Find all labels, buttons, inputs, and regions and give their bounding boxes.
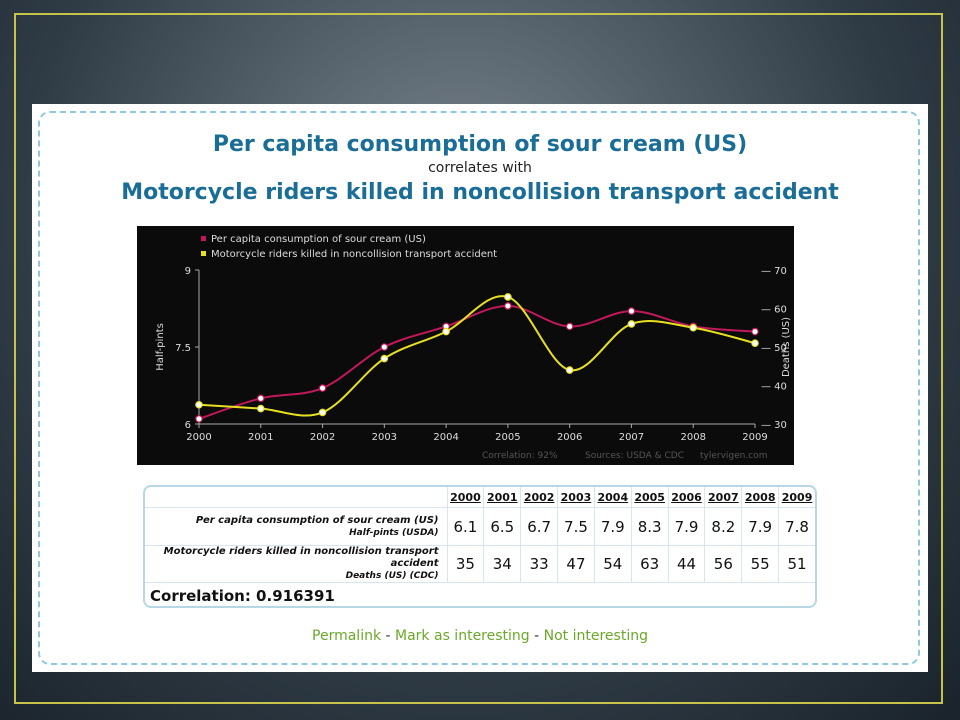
- chart-subtitle: correlates with: [428, 160, 532, 176]
- year-header: 2003: [558, 487, 595, 508]
- table-cell: 44: [668, 546, 705, 583]
- table-cell: 7.9: [742, 508, 779, 546]
- y-tick-label-left: 9: [184, 266, 191, 277]
- x-tick-label: 2009: [742, 432, 768, 443]
- row-label-name: Per capita consumption of sour cream (US): [195, 514, 439, 526]
- table-cell: 7.8: [779, 508, 815, 546]
- data-point: [505, 303, 511, 309]
- year-header: 2006: [668, 487, 705, 508]
- y-tick-label-left: 7.5: [175, 343, 191, 354]
- chart-title-primary: Per capita consumption of sour cream (US): [212, 132, 748, 157]
- data-table-box: [143, 485, 817, 608]
- table-cell: 54: [594, 546, 631, 583]
- legend-label: Motorcycle riders killed in noncollision transport accident: [211, 249, 498, 260]
- data-point: [196, 402, 202, 408]
- x-tick-label: 2005: [495, 432, 521, 443]
- table-cell: 6.7: [521, 508, 558, 546]
- row-label-unit: Deaths (US) (CDC): [345, 571, 439, 581]
- mark-interesting-link[interactable]: Mark as interesting: [395, 628, 530, 644]
- data-point: [752, 340, 758, 346]
- table-corner: [145, 487, 447, 508]
- chart-panel: [137, 226, 794, 465]
- y-axis-label-left: Half-pints: [155, 323, 166, 371]
- table-cell: 6.1: [447, 508, 484, 546]
- y-tick-label-right: — 60: [761, 304, 787, 316]
- year-header-row: [145, 487, 815, 508]
- data-point: [566, 323, 572, 329]
- year-header: 2009: [779, 487, 815, 508]
- y-tick-label-right: — 30: [761, 420, 787, 431]
- line-chart: [137, 226, 794, 465]
- x-tick-label: 2003: [371, 432, 398, 443]
- x-tick-label: 2004: [433, 432, 459, 443]
- x-tick-label: 2006: [556, 432, 583, 443]
- table-cell: 8.3: [631, 508, 668, 546]
- data-point: [258, 395, 264, 401]
- data-point: [258, 405, 264, 411]
- row-label: [145, 546, 447, 583]
- year-header: 2007: [705, 487, 742, 508]
- table-row: [145, 508, 815, 546]
- link-separator: -: [529, 628, 544, 644]
- data-point: [752, 328, 758, 334]
- data-point: [628, 321, 634, 327]
- row-label-unit: Half-pints (USDA): [349, 527, 439, 538]
- table-cell: 33: [521, 546, 558, 583]
- chart-footer-sources: Sources: USDA & CDC: [585, 451, 684, 461]
- table-cell: 63: [631, 546, 668, 583]
- table-cell: 47: [558, 546, 595, 583]
- permalink-link[interactable]: Permalink: [312, 628, 382, 644]
- not-interesting-link[interactable]: Not interesting: [543, 628, 648, 644]
- year-header: 2002: [521, 487, 558, 508]
- year-header: 2000: [447, 487, 484, 508]
- table-row: [145, 546, 815, 583]
- correlation-value: Correlation: 0.916391: [145, 583, 815, 610]
- table-cell: 34: [484, 546, 521, 583]
- x-tick-label: 2001: [248, 432, 274, 443]
- data-point: [443, 328, 449, 334]
- chart-footer-correlation: Correlation: 92%: [482, 451, 558, 461]
- row-label: [145, 508, 447, 546]
- x-tick-label: 2008: [680, 432, 706, 443]
- content-card: [32, 104, 928, 672]
- table-cell: 51: [779, 546, 815, 583]
- legend-swatch: [201, 236, 206, 241]
- chart-title-secondary: Motorcycle riders killed in noncollision transport accident: [121, 180, 839, 205]
- data-table: [145, 487, 815, 609]
- x-tick-label: 2002: [309, 432, 336, 443]
- legend-label: Per capita consumption of sour cream (US): [211, 234, 426, 245]
- x-tick-label: 2000: [186, 432, 212, 443]
- x-tick-label: 2007: [618, 432, 645, 443]
- data-point: [566, 367, 572, 373]
- table-cell: 6.5: [484, 508, 521, 546]
- data-point: [505, 294, 511, 300]
- data-point: [381, 344, 387, 350]
- row-label-name: Motorcycle riders killed in noncollision transport accident: [163, 546, 439, 569]
- y-axis-label-right: Deaths (US): [781, 316, 792, 378]
- data-point: [690, 325, 696, 331]
- action-links: [32, 628, 928, 644]
- table-cell: 56: [705, 546, 742, 583]
- y-tick-label-right: — 50: [761, 343, 787, 354]
- year-header: 2005: [631, 487, 668, 508]
- table-cell: 7.9: [594, 508, 631, 546]
- table-cell: 7.9: [668, 508, 705, 546]
- table-cell: 8.2: [705, 508, 742, 546]
- y-tick-label-right: — 70: [761, 266, 787, 277]
- data-point: [196, 416, 202, 422]
- data-point: [628, 308, 634, 314]
- data-point: [319, 385, 325, 391]
- data-point: [381, 355, 387, 361]
- legend-swatch: [201, 251, 206, 256]
- y-tick-label-left: 6: [184, 420, 191, 431]
- y-tick-label-right: — 40: [761, 381, 787, 393]
- chart-footer-site: tylervigen.com: [700, 451, 768, 461]
- year-header: 2008: [742, 487, 779, 508]
- year-header: 2004: [594, 487, 631, 508]
- year-header: 2001: [484, 487, 521, 508]
- link-separator: -: [381, 628, 396, 644]
- table-cell: 55: [742, 546, 779, 583]
- data-point: [319, 409, 325, 415]
- table-cell: 7.5: [558, 508, 595, 546]
- table-cell: 35: [447, 546, 484, 583]
